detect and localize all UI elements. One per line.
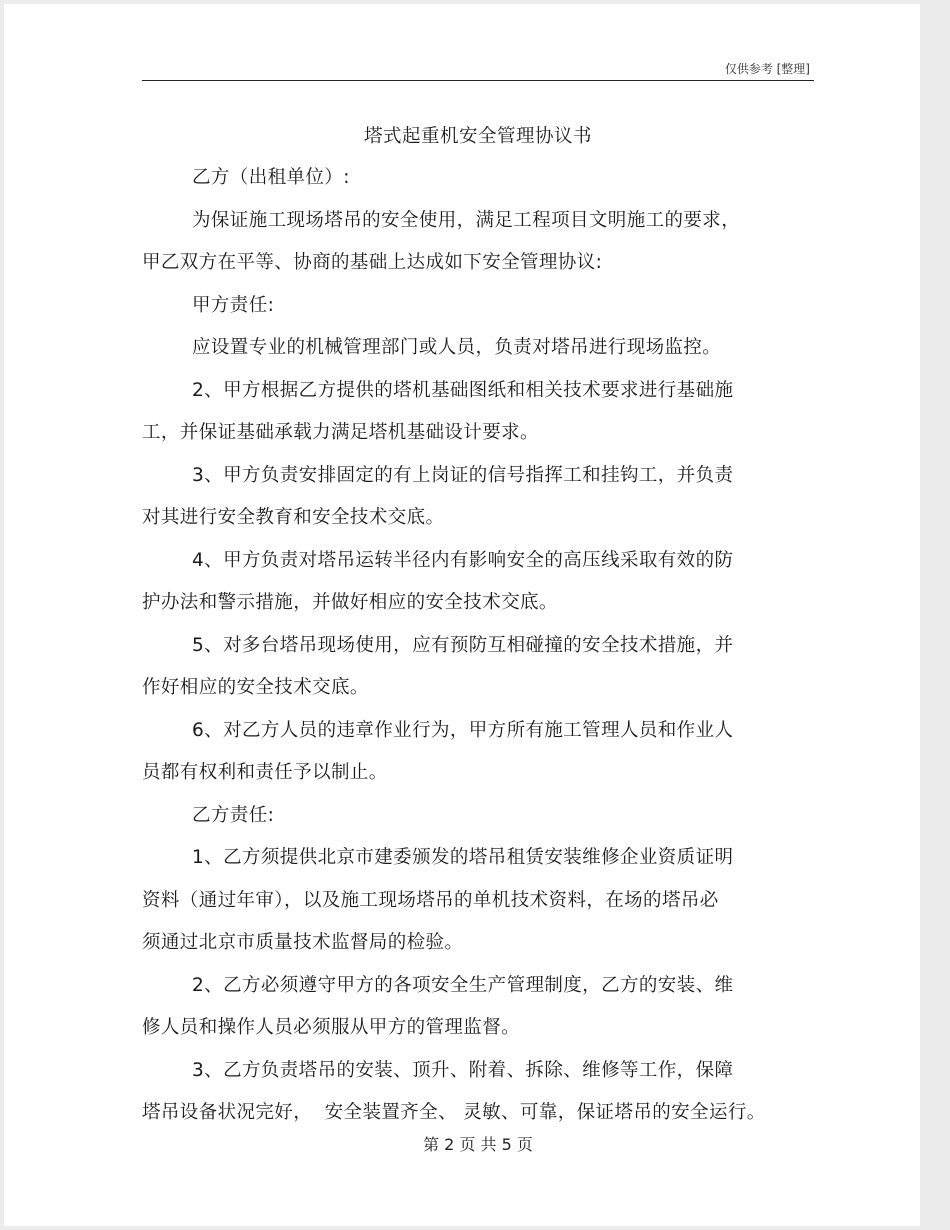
body-line: 护办法和警示措施，并做好相应的安全技术交底。: [142, 592, 558, 613]
document-title: 塔式起重机安全管理协议书: [363, 126, 592, 147]
body-line: 为保证施工现场塔吊的安全使用，满足工程项目文明施工的要求，: [192, 209, 741, 231]
body-line: 须通过北京市质量技术监督局的检验。: [142, 932, 464, 953]
body-line: 修人员和操作人员必须服从甲方的管理监督。: [142, 1017, 521, 1038]
page-number: 第 2 页 共 5 页: [423, 1135, 533, 1154]
document-body: [142, 157, 782, 1135]
body-line: 3、甲方负责安排固定的有上岗证的信号指挥工和挂钩工，并负责: [192, 464, 734, 486]
body-line: 甲乙双方在平等、协商的基础上达成如下安全管理协议:: [142, 252, 603, 273]
body-line: 工，并保证基础承载力满足塔机基础设计要求。: [142, 422, 539, 443]
body-line: 2、甲方根据乙方提供的塔机基础图纸和相关技术要求进行基础施: [192, 379, 734, 401]
header-divider: [142, 80, 814, 81]
body-line: 应设置专业的机械管理部门或人员，负责对塔吊进行现场监控。: [192, 337, 722, 358]
body-line: 6、对乙方人员的违章作业行为，甲方所有施工管理人员和作业人: [192, 719, 734, 741]
body-line: 3、乙方负责塔吊的安装、顶升、附着、拆除、维修等工作，保障: [192, 1059, 734, 1081]
body-line: 甲方责任:: [192, 294, 275, 316]
body-line: 乙方（出租单位）:: [192, 167, 350, 188]
body-line: 乙方责任:: [192, 804, 275, 826]
header-note: 仅供参考 [整理]: [724, 62, 810, 76]
body-line: 塔吊设备状况完好， 安全装置齐全、 灵敏、可靠，保证塔吊的安全运行。: [142, 1102, 766, 1123]
document-page: [4, 4, 920, 1226]
body-line: 1、乙方须提供北京市建委颁发的塔吊租赁安装维修企业资质证明: [192, 847, 734, 868]
body-line: 对其进行安全教育和安全技术交底。: [142, 507, 445, 528]
body-line: 4、甲方负责对塔吊运转半径内有影响安全的高压线采取有效的防: [192, 549, 734, 571]
body-line: 作好相应的安全技术交底。: [142, 677, 369, 698]
body-line: 员都有权利和责任予以制止。: [142, 762, 388, 783]
body-line: 5、对多台塔吊现场使用，应有预防互相碰撞的安全技术措施，并: [192, 634, 734, 656]
body-line: 2、乙方必须遵守甲方的各项安全生产管理制度，乙方的安装、维: [192, 974, 734, 996]
body-line: 资料（通过年审），以及施工现场塔吊的单机技术资料，在场的塔吊必: [142, 889, 719, 911]
